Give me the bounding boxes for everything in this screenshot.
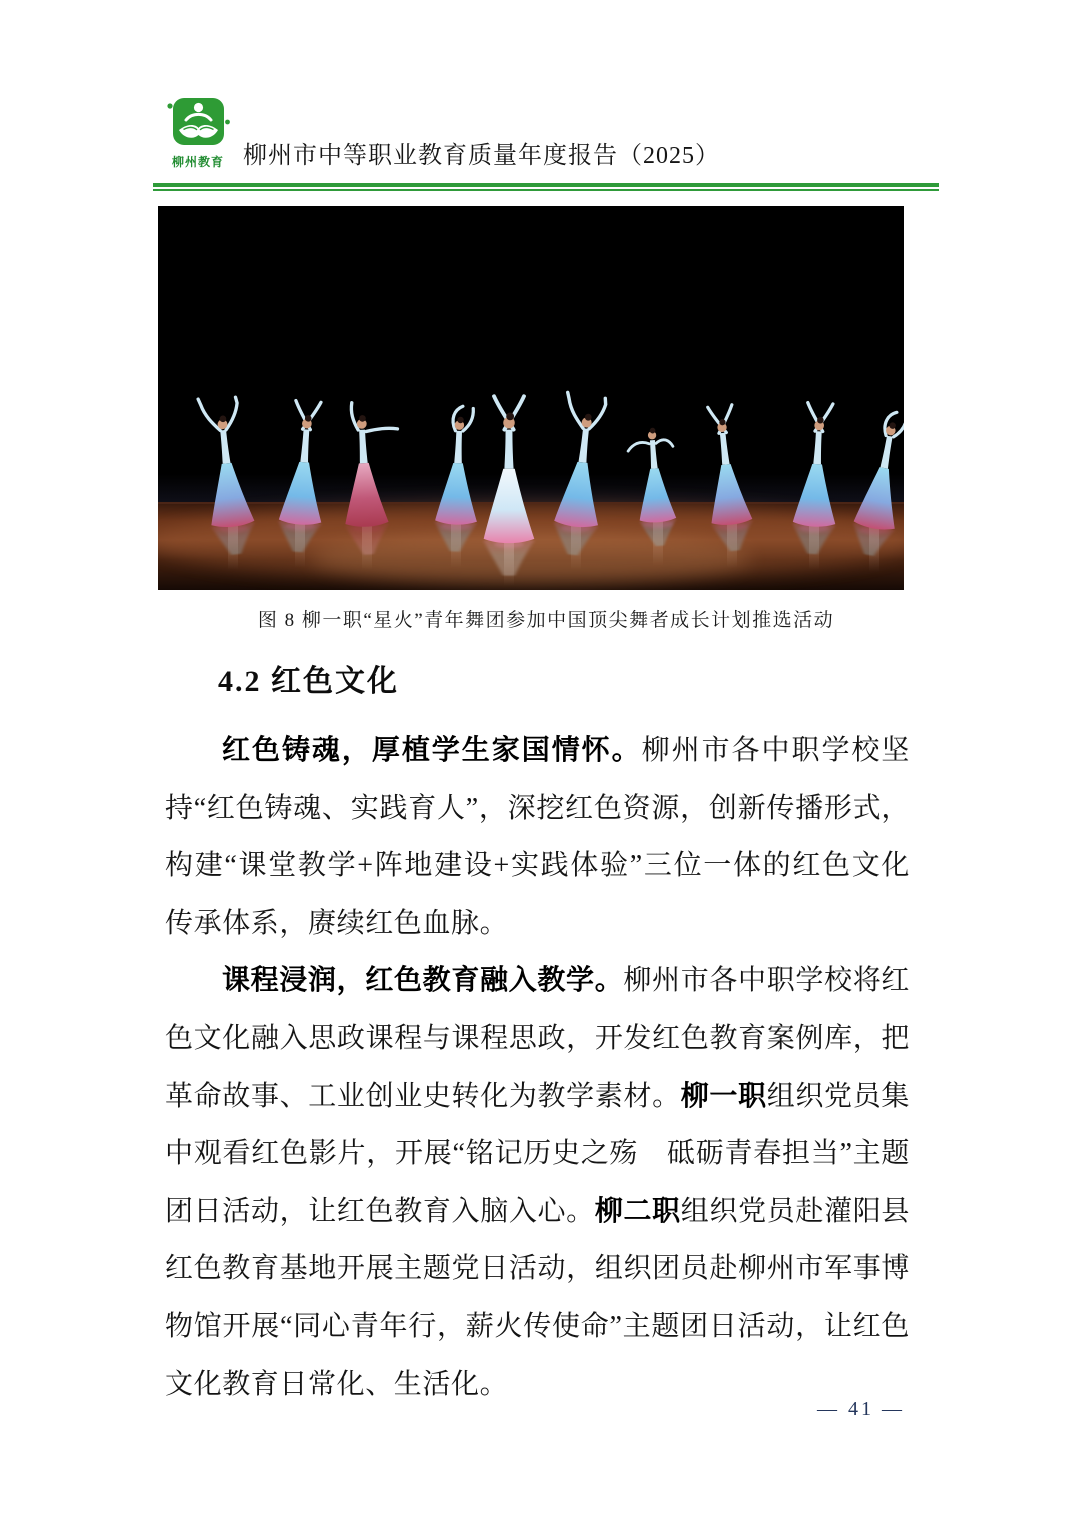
paragraph: 课程浸润，红色教育融入教学。柳州市各中职学校将红色文化融入思政课程与课程思政，开发红色教育案例库，把革命故事、工业创业史转化为教学素材。柳一职组织党员集中观看红色影片，开展“铭记历史之殇 砥砺青春担当”主题团日活动，让红色教育入脑入心。柳二职组织党员赴灌阳县红色教育基地开展主题党日活动，组织团员赴柳州市军事博物馆开展“同心青年行，薪火传使命”主题团日活动，让红色文化教育日常化、生活化。 bbox=[165, 965, 910, 1400]
logo-icon bbox=[166, 97, 230, 153]
stage-photo-svg bbox=[158, 206, 904, 590]
school-logo bbox=[162, 97, 234, 170]
header-title: 柳州市中等职业教育质量年度报告（2025） bbox=[243, 143, 720, 169]
figure-caption: 图 8 柳一职“星火”青年舞团参加中国顶尖舞者成长计划推选活动 bbox=[257, 610, 835, 631]
header-rule-thick bbox=[153, 183, 939, 187]
section-red-culture bbox=[165, 656, 910, 1413]
body-paragraphs bbox=[165, 722, 910, 1413]
logo-text: 柳州教育 bbox=[171, 155, 224, 169]
paragraph: 红色铸魂，厚植学生家国情怀。柳州市各中职学校坚持“红色铸魂、实践育人”，深挖红色资源，创新传播形式，构建“课堂教学+阵地建设+实践体验”三位一体的红色文化传承体系，赓续红色血脉。 bbox=[165, 735, 911, 939]
section-heading: 4.2 红色文化 bbox=[218, 665, 399, 698]
page-number: — 41 — bbox=[817, 1398, 905, 1420]
header-rule-thin bbox=[153, 189, 939, 191]
header-rule bbox=[153, 183, 939, 191]
stage-photo bbox=[158, 206, 904, 590]
figure-8 bbox=[153, 206, 939, 632]
